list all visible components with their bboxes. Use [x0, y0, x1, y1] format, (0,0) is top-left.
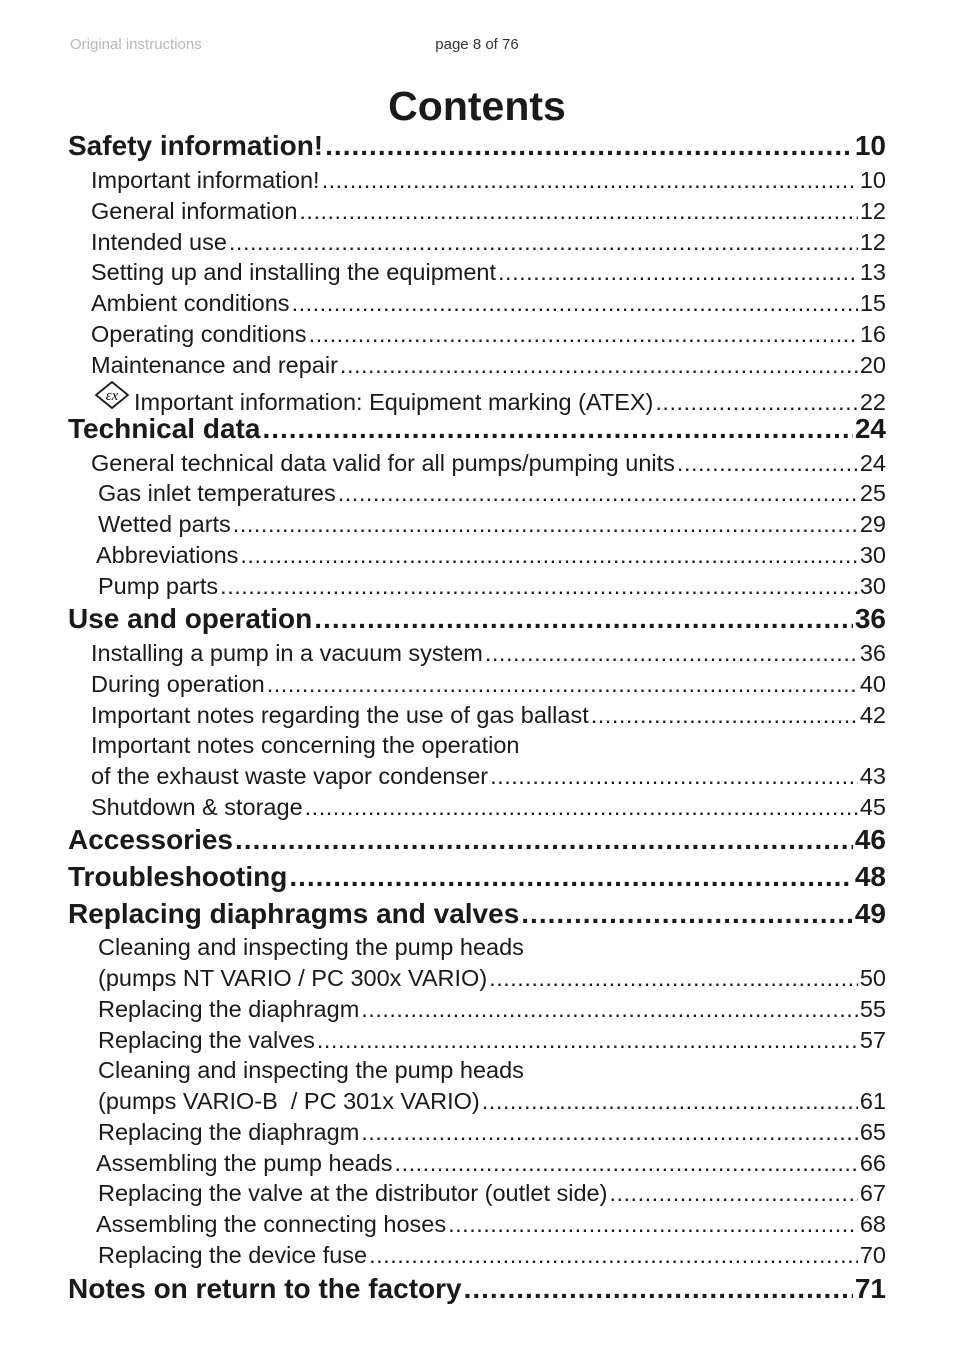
- dot-leader: [361, 994, 858, 1024]
- dot-leader: [591, 700, 858, 730]
- dot-leader: [490, 761, 858, 791]
- toc-page-number: 48: [854, 861, 886, 892]
- toc-section-technical-data[interactable]: [68, 412, 886, 446]
- dot-leader: [220, 571, 858, 601]
- toc-entry[interactable]: [96, 1209, 886, 1239]
- toc-label: (pumps VARIO-B / PC 301x VARIO): [98, 1088, 480, 1114]
- dot-leader: [289, 860, 853, 894]
- toc-page-number: 29: [859, 511, 886, 537]
- dot-leader: [489, 963, 858, 993]
- toc-label: Important information!: [91, 167, 320, 193]
- toc-entry[interactable]: [98, 509, 886, 539]
- toc-label: Replacing diaphragms and valves: [68, 898, 520, 929]
- toc-label: Important notes concerning the operation: [91, 732, 520, 758]
- dot-leader: [229, 227, 858, 257]
- toc-label: Use and operation: [68, 603, 313, 634]
- toc-entry[interactable]: [91, 165, 886, 195]
- toc-entry[interactable]: [98, 1240, 886, 1270]
- toc-label: Safety information!: [68, 130, 324, 161]
- toc-section-replacing-diaphragms-and-valves[interactable]: [68, 897, 886, 931]
- dot-leader: [498, 257, 858, 287]
- toc-label: Troubleshooting: [68, 861, 288, 892]
- toc-label: During operation: [91, 671, 265, 697]
- toc-page-number: 15: [859, 290, 886, 316]
- dot-leader: [338, 478, 858, 508]
- toc-page-number: 57: [859, 1027, 886, 1053]
- toc-section-accessories[interactable]: [68, 823, 886, 857]
- toc-entry-first-line[interactable]: [98, 932, 886, 962]
- toc-label: Ambient conditions: [91, 290, 290, 316]
- dot-leader: [395, 1148, 858, 1178]
- toc-label: Shutdown & storage: [91, 794, 303, 820]
- toc-entry[interactable]: [91, 792, 886, 822]
- toc-entry[interactable]: [98, 994, 886, 1024]
- toc-section-safety-information[interactable]: [68, 129, 886, 163]
- dot-leader: [322, 165, 858, 195]
- toc-entry-first-line[interactable]: [98, 1055, 886, 1085]
- toc-label: Replacing the diaphragm: [98, 1119, 360, 1145]
- toc-label: General information: [91, 198, 298, 224]
- toc-label: Pump parts: [98, 573, 219, 599]
- toc-label: of the exhaust waste vapor condenser: [91, 763, 489, 789]
- toc-label: Technical data: [68, 413, 261, 444]
- toc-page-number: 20: [859, 352, 886, 378]
- toc-page-number: 43: [859, 763, 886, 789]
- toc-page-number: 30: [859, 573, 886, 599]
- toc-label: Replacing the diaphragm: [98, 996, 360, 1022]
- toc-label: Installing a pump in a vacuum system: [91, 640, 483, 666]
- table-of-contents: [68, 0, 886, 1350]
- svg-text:εx: εx: [105, 388, 119, 404]
- toc-label: Gas inlet temperatures: [98, 480, 336, 506]
- toc-entry[interactable]: [98, 1086, 886, 1116]
- toc-page-number: 67: [859, 1180, 886, 1206]
- toc-label: Accessories: [68, 824, 234, 855]
- toc-label: (pumps NT VARIO / PC 300x VARIO): [98, 965, 488, 991]
- dot-leader: [305, 792, 858, 822]
- toc-page-number: 13: [859, 259, 886, 285]
- dot-leader: [485, 638, 858, 668]
- toc-label: Operating conditions: [91, 321, 307, 347]
- toc-label: Assembling the pump heads: [96, 1150, 393, 1176]
- toc-page-number: 70: [859, 1242, 886, 1268]
- toc-label: Abbreviations: [96, 542, 239, 568]
- dot-leader: [235, 823, 853, 857]
- toc-label: Important information: Equipment marking (ATEX): [134, 389, 654, 415]
- toc-page-number: 24: [854, 413, 886, 444]
- dot-leader: [262, 412, 852, 446]
- toc-entry[interactable]: [91, 257, 886, 287]
- dot-leader: [464, 1272, 853, 1306]
- toc-label: Cleaning and inspecting the pump heads: [98, 934, 524, 960]
- dot-leader: [369, 1240, 858, 1270]
- dot-leader: [609, 1178, 857, 1208]
- dot-leader: [448, 1209, 858, 1239]
- toc-page-number: 36: [854, 603, 886, 634]
- toc-entry-first-line[interactable]: [91, 730, 886, 760]
- toc-page-number: 66: [859, 1150, 886, 1176]
- toc-entry[interactable]: [98, 1025, 886, 1055]
- toc-page-number: 50: [859, 965, 886, 991]
- toc-entry[interactable]: [98, 478, 886, 508]
- toc-page-number: 42: [859, 702, 886, 728]
- dot-leader: [267, 669, 858, 699]
- toc-label: Maintenance and repair: [91, 352, 338, 378]
- dot-leader: [314, 602, 853, 636]
- dot-leader: [482, 1086, 858, 1116]
- toc-page-number: 55: [859, 996, 886, 1022]
- toc-page-number: 16: [859, 321, 886, 347]
- toc-page-number: 12: [859, 229, 886, 255]
- toc-section-notes-on-return-to-the-factory[interactable]: [68, 1272, 886, 1306]
- dot-leader: [309, 319, 858, 349]
- toc-page-number: 12: [859, 198, 886, 224]
- toc-entry[interactable]: [91, 700, 886, 730]
- toc-entry[interactable]: [91, 669, 886, 699]
- dot-leader: [325, 129, 853, 163]
- dot-leader: [340, 350, 858, 380]
- toc-section-use-and-operation[interactable]: [68, 602, 886, 636]
- dot-leader: [521, 897, 853, 931]
- toc-page-number: 61: [859, 1088, 886, 1114]
- page-number: page 8 of 76: [435, 36, 519, 53]
- toc-page-number: 65: [859, 1119, 886, 1145]
- toc-label: Replacing the valves: [98, 1027, 315, 1053]
- toc-page-number: 30: [859, 542, 886, 568]
- dot-leader: [317, 1025, 858, 1055]
- dot-leader: [361, 1117, 858, 1147]
- toc-page-number: 25: [859, 480, 886, 506]
- toc-label: Intended use: [91, 229, 227, 255]
- toc-page-number: 68: [859, 1211, 886, 1237]
- toc-label: Replacing the device fuse: [98, 1242, 368, 1268]
- toc-page-number: 10: [859, 167, 886, 193]
- toc-label: Important notes regarding the use of gas ballast: [91, 702, 589, 728]
- toc-entry[interactable]: [98, 963, 886, 993]
- toc-entry[interactable]: [91, 761, 886, 791]
- toc-entry[interactable]: [91, 350, 886, 380]
- toc-page-number: 36: [859, 640, 886, 666]
- header-left-text: Original instructions: [70, 36, 202, 53]
- toc-label: Replacing the valve at the distributor (outlet side): [98, 1180, 608, 1206]
- toc-label: General technical data valid for all pumps/pumping units: [91, 450, 675, 476]
- toc-entry[interactable]: [91, 227, 886, 257]
- toc-page-number: 40: [859, 671, 886, 697]
- toc-page-number: 24: [859, 450, 886, 476]
- toc-entry[interactable]: [98, 571, 886, 601]
- dot-leader: [233, 509, 858, 539]
- toc-page-number: 71: [854, 1273, 886, 1304]
- toc-label: Assembling the connecting hoses: [96, 1211, 447, 1237]
- toc-page-number: 46: [854, 824, 886, 855]
- toc-entry[interactable]: [96, 1148, 886, 1178]
- toc-entry[interactable]: [96, 540, 886, 570]
- toc-label: Cleaning and inspecting the pump heads: [98, 1057, 524, 1083]
- toc-page-number: 10: [854, 130, 886, 161]
- dot-leader: [677, 448, 858, 478]
- page-title: Contents: [388, 83, 566, 129]
- dot-leader: [240, 540, 857, 570]
- toc-entry[interactable]: [91, 448, 886, 478]
- toc-entry[interactable]: [91, 288, 886, 318]
- dot-leader: [299, 196, 857, 226]
- toc-page-number: 45: [859, 794, 886, 820]
- toc-page-number: 22: [859, 389, 886, 415]
- toc-entry[interactable]: [91, 196, 886, 226]
- toc-entry[interactable]: [98, 1117, 886, 1147]
- toc-label: Setting up and installing the equipment: [91, 259, 497, 285]
- toc-page-number: 49: [854, 898, 886, 929]
- dot-leader: [292, 288, 858, 318]
- toc-entry[interactable]: [91, 638, 886, 668]
- toc-label: Notes on return to the factory: [68, 1273, 462, 1304]
- toc-entry[interactable]: [98, 1178, 886, 1208]
- toc-section-troubleshooting[interactable]: [68, 860, 886, 894]
- toc-label: Wetted parts: [98, 511, 231, 537]
- toc-entry[interactable]: [91, 319, 886, 349]
